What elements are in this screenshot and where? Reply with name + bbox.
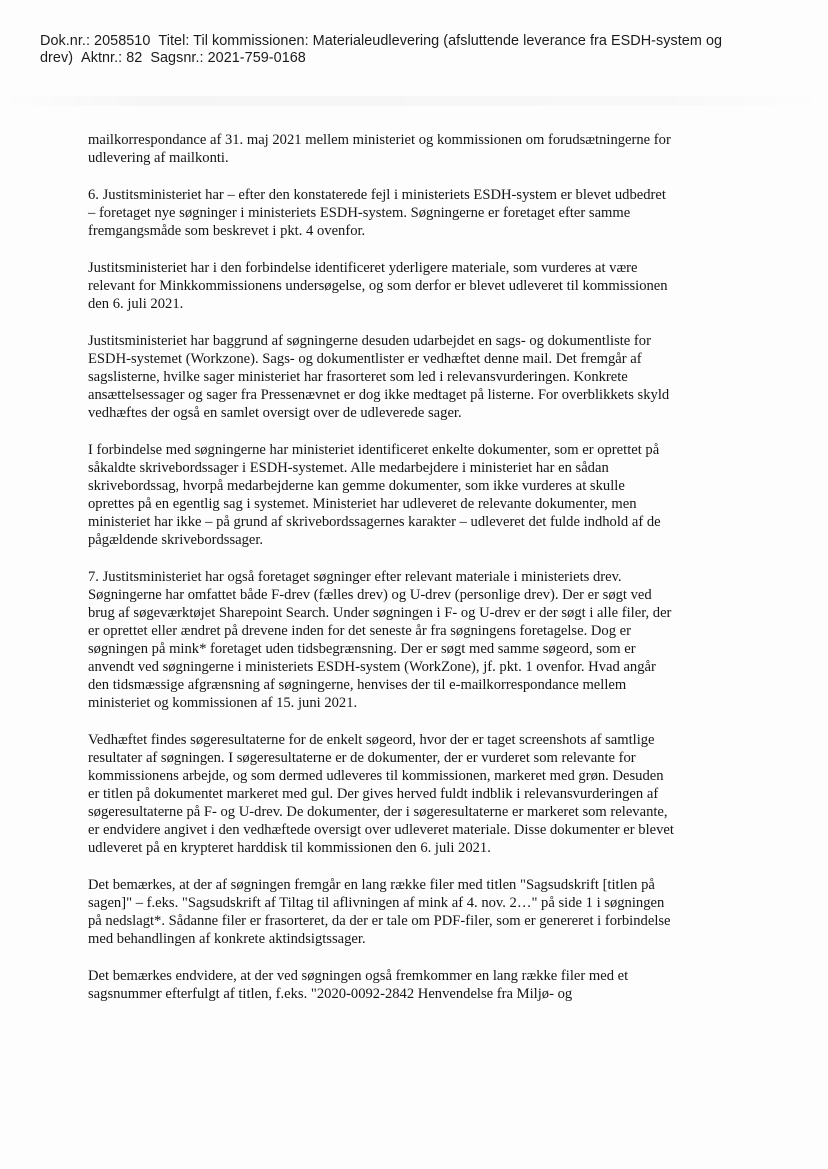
paragraph-line: udlevering af mailkonti. [88,150,229,166]
paragraph-line: resultater af søgningen. I søgeresultaterne er de dokumenter, der er vurderet som relevante for [88,750,636,766]
document-body [88,131,748,1022]
paragraph-line: er endvidere angivet i den vedhæftede oversigt over udleveret materiale. Disse dokumenter er blevet [88,822,674,838]
header-title: Titel: Til kommissionen: Materialeudlevering (afsluttende leverance fra ESDH-system og [158,33,723,49]
paragraph-line: skrivebordssag, hvorpå medarbejderne kan gemme dokumenter, som ikke vurderes at skulle [88,478,625,494]
paragraph-line: 7. Justitsministeriet har også foretaget søgninger efter relevant materiale i ministeriets drev. [88,569,622,585]
header-sags-nr: Sagsnr.: 2021-759-0168 [150,50,306,66]
paragraph-line: med behandlingen af konkrete aktindsigtssager. [88,931,366,947]
paragraph [88,731,748,857]
paragraph-line: Det bemærkes endvidere, at der ved søgningen også fremkommer en lang række filer med et [88,968,629,984]
paragraph-line: søgeresultaterne på F- og U-drev. De dokumenter, der i søgeresultaterne er markeret som relevante, [88,804,668,820]
paragraph-line: den tidsmæssige afgrænsning af søgningerne, henvises der til e-mailkorrespondance mellem [88,677,627,693]
paragraph [88,131,748,167]
paragraph [88,186,748,240]
paragraph-line: Justitsministeriet har i den forbindelse identificeret yderligere materiale, som vurderes at være [88,260,638,276]
header-line-1 [40,33,810,50]
paragraph-line: såkaldte skrivebordssager i ESDH-systemet. Alle medarbejdere i ministeriet har en sådan [88,460,609,476]
paragraph-line: fremgangsmåde som beskrevet i pkt. 4 ovenfor. [88,223,366,239]
paragraph-line: Vedhæftet findes søgeresultaterne for de enkelt søgeord, hvor der er taget screenshots af samtlige [88,732,655,748]
paragraph-line: mailkorrespondance af 31. maj 2021 mellem ministeriet og kommissionen om forudsætningerne for [88,132,671,148]
paragraph-line: er titlen på dokumentet markeret med gul. Der gives herved fuldt indblik i relevansvurderingen af [88,786,659,802]
paragraph [88,259,748,313]
paragraph-line: søgningen på mink* foretaget uden tidsbegrænsning. Der er søgt med samme søgeord, som er [88,641,636,657]
paragraph-line: relevant for Minkkommissionens undersøgelse, og som derfor er blevet udleveret til kommissionen [88,278,668,294]
paragraph-line: pågældende skrivebordssager. [88,532,264,548]
paragraph-line: oprettes på en egentlig sag i systemet. Ministeriet har udleveret de relevante dokumenter, men [88,496,637,512]
paragraph [88,967,748,1003]
header-doc-nr: Dok.nr.: 2058510 [40,33,151,49]
paragraph-line: ansættelsessager og sager fra Pressenævnet er dog ikke medtaget på listerne. For overblikkets skyld [88,387,670,403]
paragraph-line: ministeriet har ikke – på grund af skrivebordssagernes karakter – udleveret det fulde indhold af de [88,514,661,530]
paragraph-line: sagslisterne, hvilke sager ministeriet har frasorteret som led i relevansvurderingen. Konkrete [88,369,628,385]
paragraph-line: sagen]" – f.eks. "Sagsudskrift af Tiltag til aflivningen af mink af 4. nov. 2…" på side 1 i søgningen [88,895,665,911]
paragraph-line: på nedslagt*. Sådanne filer er frasorteret, da der er tale om PDF-filer, som er genereret i forbindelse [88,913,671,929]
paragraph [88,876,748,948]
header-akt-nr: Aktnr.: 82 [81,50,143,66]
paragraph-line: I forbindelse med søgningerne har ministeriet identificeret enkelte dokumenter, som er oprettet på [88,442,660,458]
paragraph-line: vedhæftes der også en samlet oversigt over de udleverede sager. [88,405,462,421]
paragraph-line: sagsnummer efterfulgt af titlen, f.eks. "2020-0092-2842 Henvendelse fra Miljø- og [88,986,573,1002]
document-header [40,33,810,67]
paragraph-line: 6. Justitsministeriet har – efter den konstaterede fejl i ministeriets ESDH-system er blevet udbedret [88,187,666,203]
paragraph-line: ministeriet og kommissionen af 15. juni 2021. [88,695,358,711]
paragraph-line: den 6. juli 2021. [88,296,184,312]
scan-artifact [0,96,828,106]
paragraph [88,568,748,712]
paragraph [88,332,748,422]
paragraph-line: – foretaget nye søgninger i ministeriets ESDH-system. Søgningerne er foretaget efter samme [88,205,631,221]
header-line-2 [40,50,810,67]
paragraph-line: er oprettet eller ændret på drevene inden for det seneste år fra søgningens foretagelse. Dog er [88,623,631,639]
paragraph-line: Justitsministeriet har baggrund af søgningerne desuden udarbejdet en sags- og dokumentliste for [88,333,651,349]
paragraph-line: udleveret på en krypteret harddisk til kommissionen den 6. juli 2021. [88,840,491,856]
paragraph-line: kommissionens arbejde, og som dermed udleveres til kommissionen, markeret med grøn. Desuden [88,768,664,784]
paragraph-line: anvendt ved søgningerne i ministeriets ESDH-system (WorkZone), jf. pkt. 1 ovenfor. Hvad angår [88,659,656,675]
paragraph-line: ESDH-systemet (Workzone). Sags- og dokumentlister er vedhæftet denne mail. Det fremgår af [88,351,642,367]
paragraph [88,441,748,549]
header-title-cont: drev) [40,50,74,66]
paragraph-line: Det bemærkes, at der af søgningen fremgår en lang række filer med titlen "Sagsudskrift [titlen på [88,877,655,893]
paragraph-line: brug af søgeværktøjet Sharepoint Search. Under søgningen i F- og U-drev er der søgt i alle filer, der [88,605,672,621]
paragraph-line: Søgningerne har omfattet både F-drev (fælles drev) og U-drev (personlige drev). Der er søgt ved [88,587,652,603]
